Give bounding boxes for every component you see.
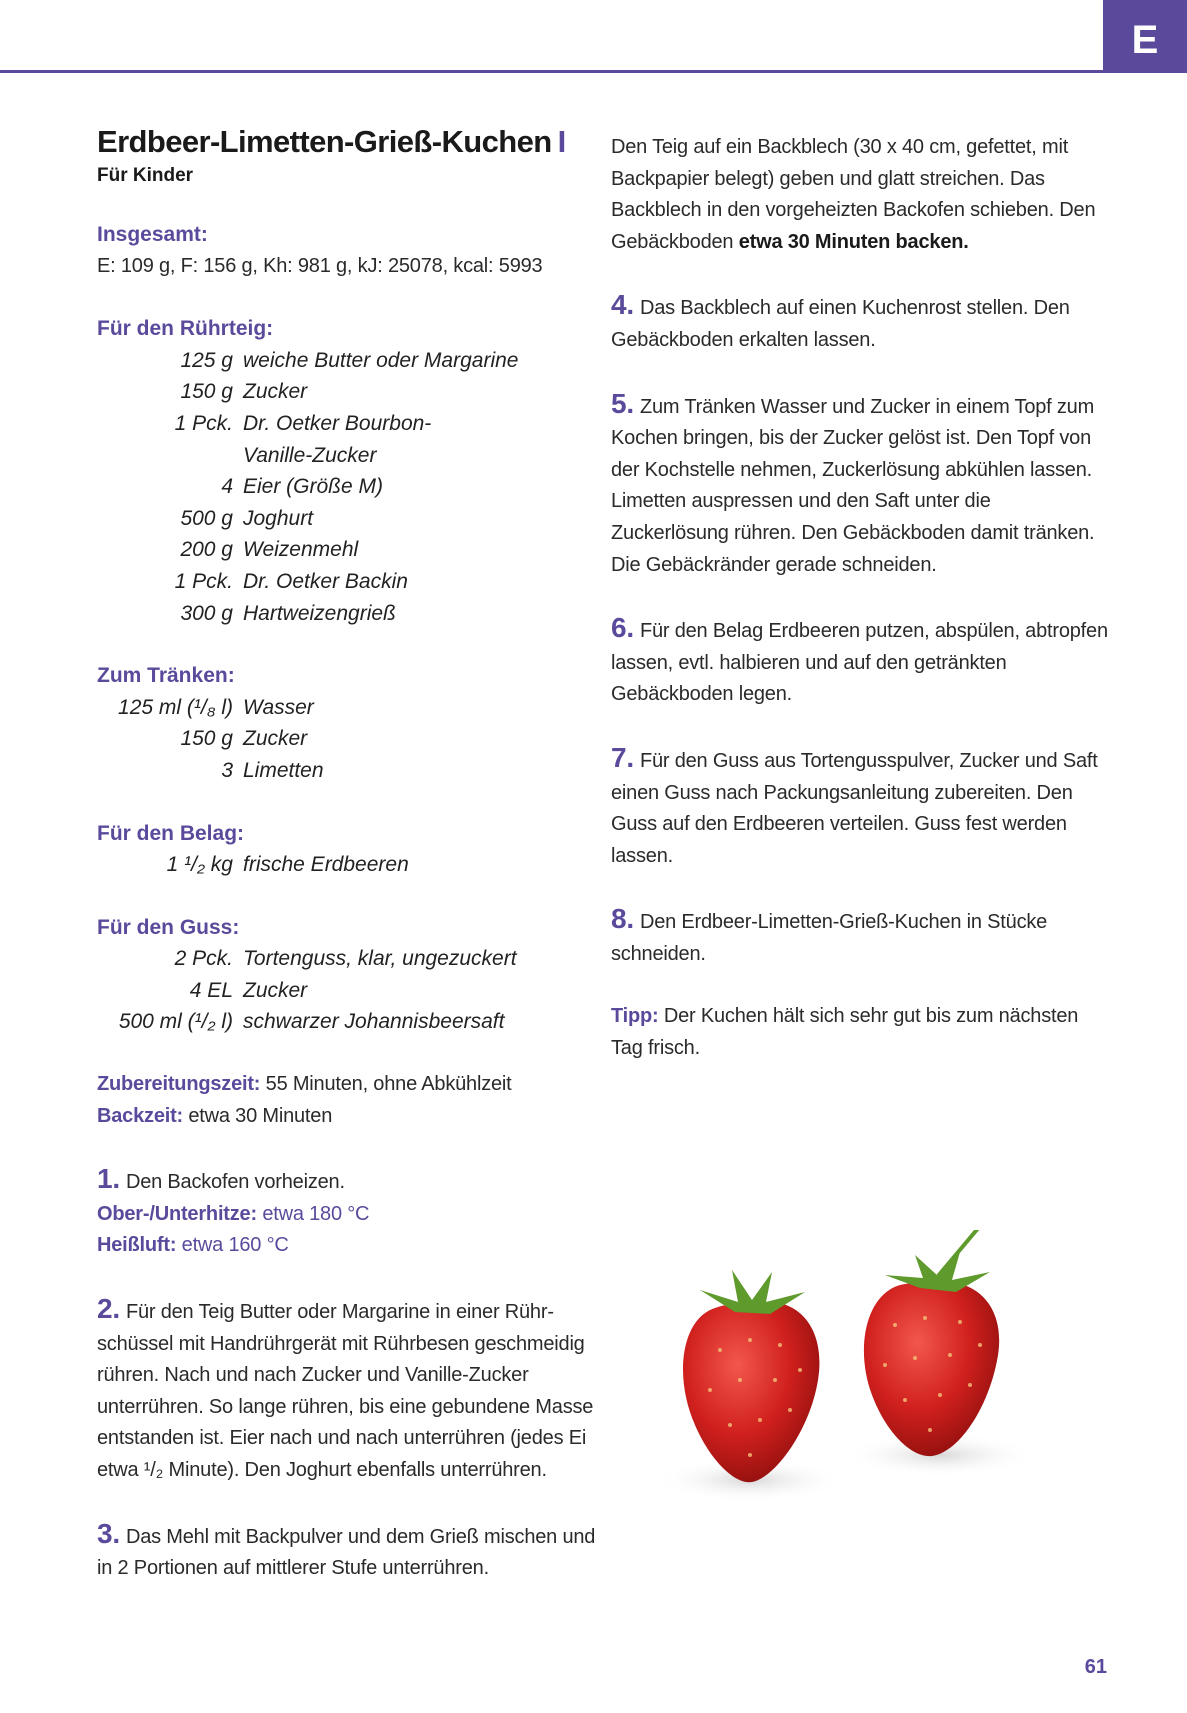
- ingredient-amount: 500 g: [180, 506, 233, 530]
- ingredient-amount: 3: [221, 758, 233, 782]
- strawberry-right: [864, 1230, 999, 1456]
- step-number: 1.: [97, 1163, 120, 1195]
- step-number: 8.: [611, 903, 634, 935]
- prep-time: Zubereitungszeit: 55 Minuten, ohne Abkühlzeit: [97, 1073, 512, 1096]
- step-number: 2.: [97, 1293, 120, 1325]
- ingredient-amount: [97, 440, 243, 472]
- belag-label: Für den Belag:: [97, 821, 245, 845]
- ingredient-name: schwarzer Johannisbeersaft: [243, 1010, 505, 1034]
- ingredient-name: Zucker: [243, 380, 308, 404]
- step-number: 3.: [97, 1517, 120, 1549]
- step-number: 6.: [611, 612, 634, 644]
- ingredient-name: Dr. Oetker Backin: [243, 569, 408, 593]
- ingredient-amount: 200 g: [180, 538, 233, 562]
- strawberries-photo: [640, 1230, 1060, 1520]
- ingredient-name: frische Erdbeeren: [243, 853, 409, 877]
- ingredient-name: Limetten: [243, 758, 324, 782]
- ingredient-amount: 4: [221, 475, 233, 499]
- step-8: 8. Den Erdbeer-Limetten-Grieß-Kuchen in Stücke schneiden.: [611, 903, 1048, 965]
- step-number: 4.: [611, 289, 634, 321]
- ingredient-row: [97, 376, 597, 408]
- step-number: 7.: [611, 741, 634, 773]
- ingredient-row: [97, 471, 597, 503]
- step-3: 3. Das Mehl mit Backpulver und dem Grieß mischen und in 2 Portionen auf mittlerer Stufe unterrühren.: [97, 1517, 596, 1580]
- step-2: 2. Für den Teig Butter oder Margarine in einer Rührschüssel mit Handrührgerät mit Rührbesen geschmeidig rühren. Nach und nach Zucker und Vanille-Zucker unterrühren. So lange rühren, bis eine gebundene Masse entstanden ist. Eier nach und nach unterrühren (jedes Ei etwa ¹/₂ Minute). Den Joghurt ebenfalls unterrühren.: [97, 1293, 594, 1481]
- ingredient-name: Vanille-Zucker: [243, 443, 377, 467]
- ingredient-row: [97, 755, 597, 787]
- ingredient-name: Joghurt: [243, 506, 314, 530]
- step-number: 5.: [611, 387, 634, 419]
- traenken-list: [97, 692, 597, 787]
- traenken-section: [97, 660, 597, 786]
- ingredient-row: [97, 975, 597, 1007]
- belag-list: [97, 849, 597, 881]
- ingredient-amount: 125 g: [180, 348, 233, 372]
- ingredient-name: Zucker: [243, 727, 308, 751]
- ingredient-name: Zucker: [243, 978, 308, 1002]
- ingredient-row: [97, 408, 597, 440]
- ruehrteig-label: Für den Rührteig:: [97, 317, 274, 341]
- step-4: 4. Das Backblech auf einen Kuchenrost stellen. Den Gebäckboden erkalten lassen.: [611, 289, 1070, 351]
- header-rule: [0, 70, 1105, 73]
- ingredient-row: [97, 1006, 597, 1038]
- tip-label: Tipp:: [611, 1005, 659, 1028]
- ingredient-amount: 150 g: [180, 727, 233, 751]
- step-3-continued: Den Teig auf ein Backblech (30 x 40 cm, gefettet, mit Backpapier belegt) geben und glatt streichen. Das Backblech in den vorgeheizten Backofen schieben. Den Gebäckboden etwa 30 Minuten backen.: [611, 136, 1096, 253]
- ingredient-amount: 4 EL: [189, 978, 233, 1002]
- ingredient-amount: 1 Pck.: [174, 411, 233, 435]
- step-7: 7. Für den Guss aus Tortengusspulver, Zucker und Saft einen Guss nach Packungsanleitung zubereiten. Den Guss auf den Erdbeeren verteilen. Guss fest werden lassen.: [611, 741, 1098, 867]
- nutrition-values: E: 109 g, F: 156 g, Kh: 981 g, kJ: 25078, kcal: 5993: [97, 254, 543, 277]
- ingredient-row: [97, 598, 597, 630]
- recipe-subtitle: Für Kinder: [97, 165, 194, 186]
- nutrition-label: Insgesamt:: [97, 223, 208, 246]
- ingredient-row: [97, 345, 597, 377]
- ruehrteig-section: [97, 313, 597, 629]
- section-letter: E: [1131, 18, 1159, 62]
- ingredient-name: Dr. Oetker Bourbon-: [243, 411, 432, 435]
- guss-label: Für den Guss:: [97, 915, 240, 939]
- ingredient-row: [97, 723, 597, 755]
- step-1: 1. Den Backofen vorheizen. Ober-/Unterhitze: etwa 180 °C Heißluft: etwa 160 °C: [97, 1163, 597, 1262]
- title-marker: I: [557, 124, 566, 159]
- nutrition-section: [97, 219, 597, 282]
- ingredient-row: [97, 534, 597, 566]
- ingredient-row: [97, 440, 597, 472]
- ingredient-name: weiche Butter oder Margarine: [243, 348, 519, 372]
- ingredient-row: [97, 692, 597, 724]
- ingredient-name: Tortenguss, klar, ungezuckert: [243, 947, 517, 971]
- guss-list: [97, 943, 597, 1038]
- guss-section: [97, 912, 597, 1038]
- oven-top-bottom: Ober-/Unterhitze: etwa 180 °C: [97, 1202, 370, 1225]
- ingredient-row: [97, 943, 597, 975]
- ingredient-row: [97, 849, 597, 881]
- traenken-label: Zum Tränken:: [97, 664, 235, 688]
- ingredient-amount: 1 Pck.: [174, 569, 233, 593]
- belag-section: [97, 818, 597, 881]
- step-6: 6. Für den Belag Erdbeeren putzen, abspülen, abtropfen lassen, evtl. halbieren und auf den getränkten Gebäckboden legen.: [611, 612, 1108, 706]
- strawberry-left: [683, 1270, 819, 1482]
- ruehrteig-list: [97, 345, 597, 629]
- ingredient-amount: 150 g: [180, 380, 233, 404]
- right-column: [611, 132, 1111, 1065]
- ingredient-name: Wasser: [243, 695, 314, 719]
- ingredient-amount: 2 Pck.: [174, 947, 233, 971]
- ingredient-name: Hartweizengrieß: [243, 601, 396, 625]
- ingredient-amount: 300 g: [180, 601, 233, 625]
- oven-convection: Heißluft: etwa 160 °C: [97, 1234, 289, 1257]
- ingredient-name: Eier (Größe M): [243, 475, 384, 499]
- ingredient-amount: 500 ml (¹/₂ l): [118, 1010, 233, 1034]
- left-column: [97, 124, 597, 1585]
- ingredient-row: [97, 566, 597, 598]
- step-5: 5. Zum Tränken Wasser und Zucker in einem Topf zum Kochen bringen, bis der Zucker gelöst ist. Den Topf von der Kochstelle nehmen, Zuckerlösung abkühlen lassen. Limetten auspressen und den Saft unter die Zuckerlösung rühren. Den Gebäckboden damit tränken. Die Gebäckränder gerade schneiden.: [611, 387, 1095, 576]
- ingredient-row: [97, 503, 597, 535]
- times-section: [97, 1069, 597, 1132]
- ingredient-amount: 1 ¹/₂ kg: [166, 853, 233, 877]
- recipe-title: Erdbeer-Limetten-Grieß-Kuchen I: [97, 124, 566, 159]
- bake-time: Backzeit: etwa 30 Minuten: [97, 1104, 333, 1127]
- section-tab: [1103, 0, 1187, 73]
- tip: Tipp: Der Kuchen hält sich sehr gut bis zum nächsten Tag frisch.: [611, 1005, 1079, 1060]
- ingredient-amount: 125 ml (¹/₈ l): [118, 695, 233, 719]
- page-number: 61: [1084, 1656, 1107, 1678]
- ingredient-name: Weizenmehl: [243, 538, 359, 562]
